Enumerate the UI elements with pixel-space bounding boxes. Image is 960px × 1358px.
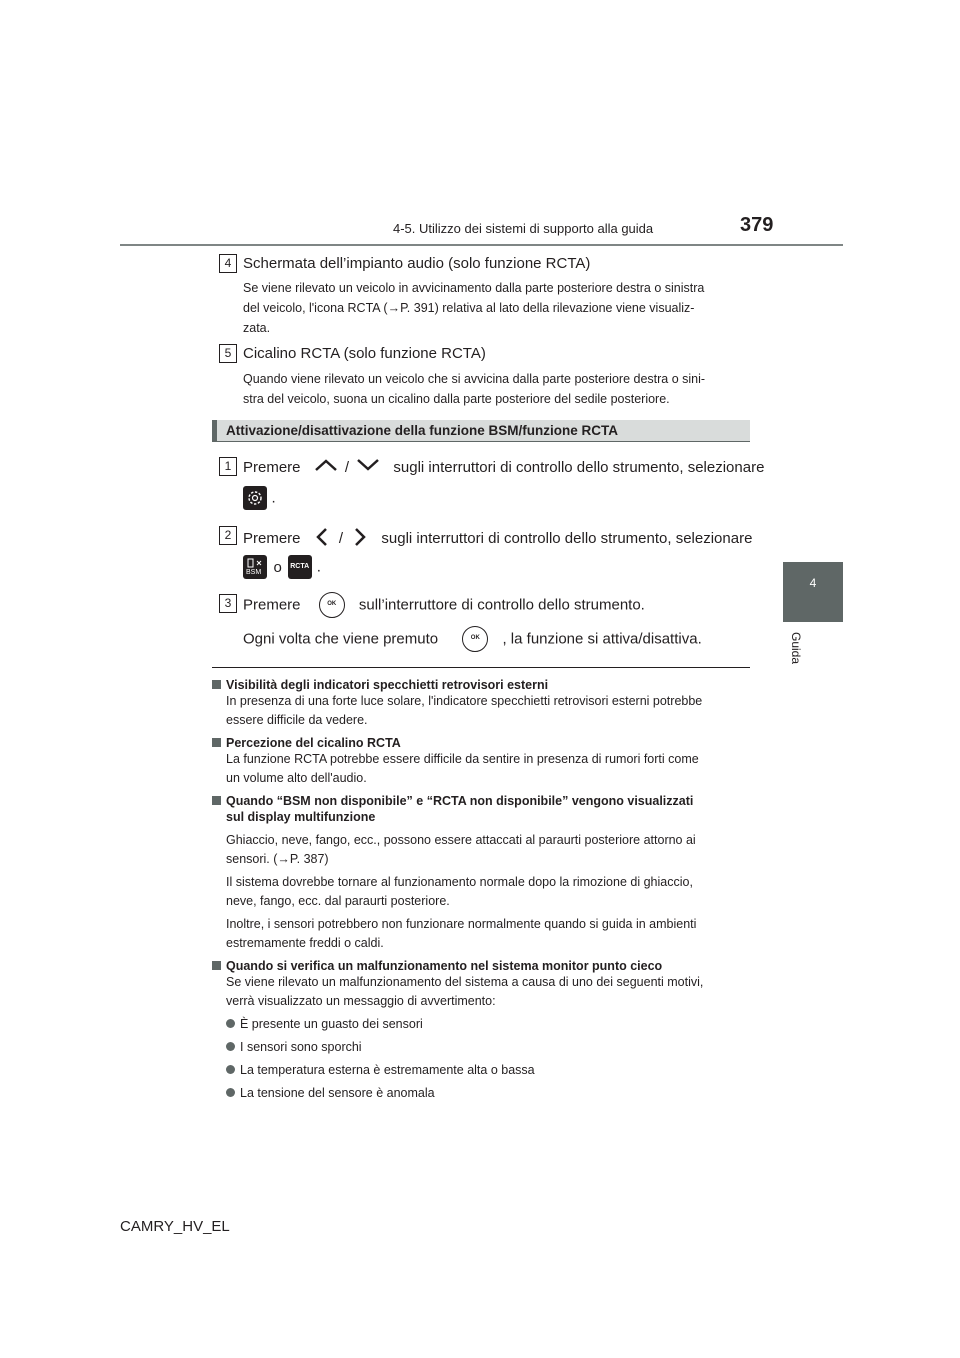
step-number-box: 3	[219, 594, 237, 613]
note-body	[212, 973, 752, 1103]
note-line: Ghiaccio, neve, fango, ecc., possono essere attaccati al paraurti posteriore attorno ai	[226, 833, 696, 847]
bullet-text: La temperatura esterna è estremamente alta o bassa	[240, 1063, 535, 1077]
step-line	[243, 626, 702, 652]
step-line	[243, 555, 321, 579]
step-number-box: 2	[219, 526, 237, 545]
note-line: un volume alto dell'audio.	[226, 771, 367, 785]
step-text: sull’interruttore di controllo dello strumento.	[358, 596, 645, 614]
note-line: neve, fango, ecc. dal paraurti posteriore.	[226, 894, 450, 908]
step-number-box: 1	[219, 457, 237, 476]
step-text: sugli interruttori di controllo dello strumento, selezionare	[381, 530, 753, 547]
note-line: sensori. (→P. 387)	[226, 852, 329, 866]
item-body	[243, 369, 748, 409]
square-bullet-icon	[212, 680, 221, 689]
circle-bullet-icon	[226, 1065, 235, 1074]
list-item	[226, 1015, 752, 1034]
header-rule	[120, 244, 843, 246]
page-number: 379	[740, 214, 774, 236]
step-text: .	[271, 489, 276, 507]
step-separator: /	[338, 530, 344, 547]
note-title: sul display multifunzione	[226, 810, 376, 824]
step-text: Premere	[243, 596, 301, 614]
step-text: .	[316, 558, 321, 576]
item-body-line: Se viene rilevato un veicolo in avvicinamento dalla parte posteriore destra o sinistra	[243, 281, 705, 295]
square-bullet-icon	[212, 738, 221, 747]
ok-label: OK	[327, 601, 337, 607]
chevron-right-icon	[353, 527, 367, 547]
side-tab-spacer	[783, 246, 843, 562]
note-heading	[212, 678, 752, 692]
rcta-label: RCTA	[290, 563, 310, 570]
note-body	[212, 692, 752, 730]
square-bullet-icon	[212, 961, 221, 970]
item-body-line: Quando viene rilevato un veicolo che si avvicina dalla parte posteriore destra o sini-	[243, 372, 706, 386]
step-text: Ogni volta che viene premuto	[243, 630, 439, 648]
note-line: verrà visualizzato un messaggio di avvertimento:	[226, 994, 496, 1008]
circle-bullet-icon	[226, 1088, 235, 1097]
item-number-box: 5	[219, 344, 237, 363]
bsm-icon	[243, 555, 267, 579]
note-heading	[212, 794, 752, 808]
ok-button-icon	[319, 592, 345, 618]
list-item	[226, 1038, 752, 1057]
step-text: Premere	[243, 530, 301, 547]
list-item	[226, 1061, 752, 1080]
note-line: Inoltre, i sensori potrebbero non funzionare normalmente quando si guida in ambienti	[226, 917, 697, 931]
chapter-number: 4	[809, 576, 817, 590]
step-separator: /	[344, 459, 350, 476]
notes-section	[212, 678, 752, 1103]
list-item	[226, 1084, 752, 1103]
note-line: Se viene rilevato un malfunzionamento del sistema a causa di uno dei seguenti motivi,	[226, 975, 704, 989]
note-body	[212, 750, 752, 788]
document-code: CAMRY_HV_EL	[120, 1218, 230, 1235]
note-title: Percezione del cicalino RCTA	[226, 736, 401, 750]
rcta-icon	[288, 555, 312, 579]
section-title: Attivazione/disattivazione della funzione BSM/funzione RCTA	[226, 423, 619, 438]
step-text: o	[273, 558, 282, 576]
note-body	[212, 831, 752, 953]
step-line	[243, 592, 645, 618]
note-line: Il sistema dovrebbe tornare al funzionamento normale dopo la rimozione di ghiaccio,	[226, 875, 693, 889]
bsm-label: BSM	[246, 569, 262, 576]
ok-button-icon	[462, 626, 488, 652]
note-title: Visibilità degli indicatori specchietti retrovisori esterni	[226, 678, 549, 692]
note-line: In presenza di una forte luce solare, l'indicatore specchietti retrovisori esterni potrebbe	[226, 694, 703, 708]
step-text: sugli interruttori di controllo dello strumento, selezionare	[393, 459, 765, 476]
note-line: La funzione RCTA potrebbe essere difficile da sentire in presenza di rumori forti come	[226, 752, 699, 766]
note-title: Quando “BSM non disponibile” e “RCTA non disponibile” vengono visualizzati	[226, 794, 694, 808]
item-body	[243, 278, 748, 338]
bullet-text: È presente un guasto dei sensori	[240, 1017, 423, 1031]
circle-bullet-icon	[226, 1042, 235, 1051]
step-line	[243, 527, 752, 547]
chapter-label: Guida	[789, 632, 803, 665]
chevron-down-icon	[355, 458, 381, 472]
chevron-left-icon	[315, 527, 329, 547]
settings-icon	[243, 486, 267, 510]
item-title: Schermata dell’impianto audio (solo funzione RCTA)	[243, 255, 591, 272]
circle-bullet-icon	[226, 1019, 235, 1028]
note-line: estremamente freddi o caldi.	[226, 936, 384, 950]
section-heading: 4-5. Utilizzo dei sistemi di supporto alla guida	[393, 221, 654, 236]
step-text: , la funzione si attiva/disattiva.	[502, 630, 702, 648]
item-body-line: del veicolo, l'icona RCTA (→P. 391) relativa al lato della rilevazione viene visualiz-	[243, 301, 695, 315]
item-body-line: stra del veicolo, suona un cicalino dalla parte posteriore del sedile posteriore.	[243, 392, 670, 406]
step-line	[243, 486, 276, 510]
note-heading	[212, 959, 752, 973]
note-line: essere difficile da vedere.	[226, 713, 368, 727]
note-title: Quando si verifica un malfunzionamento nel sistema monitor punto cieco	[226, 959, 663, 973]
item-number-box: 4	[219, 254, 237, 273]
note-heading	[212, 736, 752, 750]
ok-label: OK	[470, 635, 480, 641]
chapter-tab	[783, 562, 843, 622]
step-text: Premere	[243, 459, 301, 476]
square-bullet-icon	[212, 796, 221, 805]
step-line	[243, 458, 764, 476]
bullet-text: La tensione del sensore è anomala	[240, 1086, 435, 1100]
item-title: Cicalino RCTA (solo funzione RCTA)	[243, 345, 486, 362]
notes-divider	[212, 667, 750, 668]
chevron-up-icon	[313, 458, 339, 472]
item-body-line: zata.	[243, 321, 271, 335]
section-title-bar	[212, 420, 750, 442]
bullet-text: I sensori sono sporchi	[240, 1040, 362, 1054]
